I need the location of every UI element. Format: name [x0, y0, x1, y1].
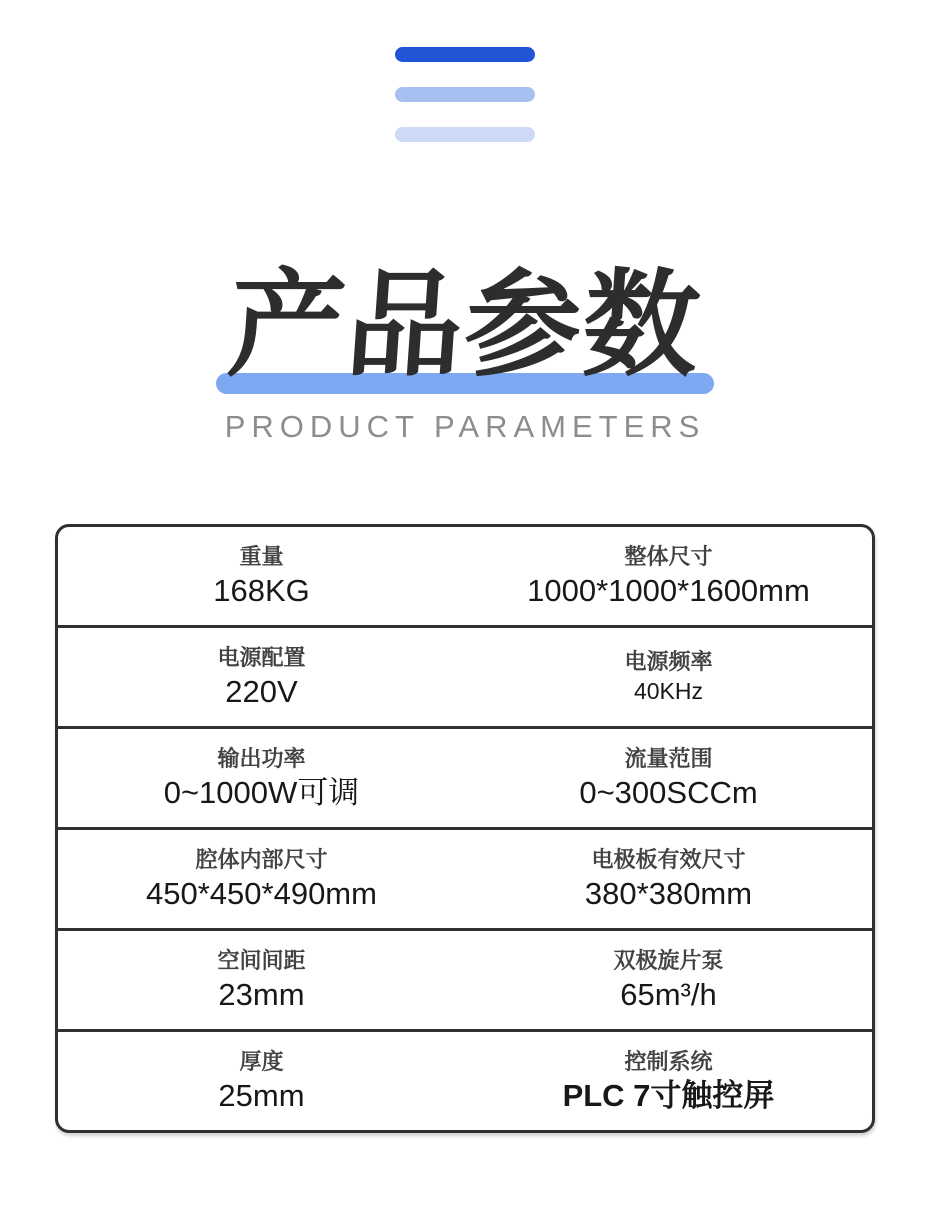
spec-value: 0~1000W可调 [163, 775, 360, 810]
cell-power-supply [58, 628, 465, 726]
cell-flow-range [465, 729, 872, 827]
cell-spacing [58, 931, 465, 1029]
deco-bar-light-icon [395, 127, 535, 142]
spec-value: 220V [225, 674, 298, 709]
cell-weight [58, 527, 465, 625]
table-row [58, 1029, 872, 1130]
cell-power-frequency [465, 628, 872, 726]
spec-label: 厚度 [239, 1049, 284, 1074]
menu-bars-decoration [0, 0, 930, 142]
spec-value: 40KHz [633, 678, 704, 704]
spec-value: 168KG [213, 573, 310, 608]
cell-control-system [465, 1032, 872, 1130]
page-subtitle: PRODUCT PARAMETERS [224, 409, 706, 444]
spec-value: PLC 7寸触控屏 [562, 1078, 775, 1113]
spec-label: 重量 [239, 544, 284, 569]
spec-table [55, 524, 875, 1133]
cell-thickness [58, 1032, 465, 1130]
spec-label: 流量范围 [624, 746, 713, 771]
spec-label: 输出功率 [217, 746, 306, 771]
deco-bar-dark-icon [395, 47, 535, 62]
title-block [0, 260, 930, 392]
spec-label: 整体尺寸 [624, 544, 713, 569]
table-row [58, 928, 872, 1029]
spec-value: 0~300SCCm [579, 775, 758, 810]
cell-chamber-inner-size [58, 830, 465, 928]
spec-value: 450*450*490mm [146, 876, 377, 911]
table-row [58, 827, 872, 928]
table-row [58, 726, 872, 827]
cell-overall-size [465, 527, 872, 625]
spec-value: 25mm [218, 1078, 305, 1113]
spec-value: 380*380mm [584, 876, 753, 911]
table-row [58, 527, 872, 625]
spec-value: 1000*1000*1600mm [527, 573, 810, 608]
spec-label: 电源配置 [217, 645, 306, 670]
spec-label: 控制系统 [624, 1049, 713, 1074]
table-row [58, 625, 872, 726]
deco-bar-medium-icon [395, 87, 535, 102]
spec-value: 65m³/h [620, 977, 717, 1012]
spec-label: 电源频率 [624, 649, 713, 674]
cell-output-power [58, 729, 465, 827]
spec-label: 双极旋片泵 [613, 948, 724, 973]
spec-label: 空间间距 [217, 948, 306, 973]
cell-rotary-vane-pump [465, 931, 872, 1029]
spec-value: 23mm [218, 977, 305, 1012]
spec-label: 电极板有效尺寸 [591, 847, 746, 872]
cell-electrode-effective-size [465, 830, 872, 928]
page-title: 产品参数 [224, 260, 706, 390]
spec-label: 腔体内部尺寸 [195, 847, 328, 872]
